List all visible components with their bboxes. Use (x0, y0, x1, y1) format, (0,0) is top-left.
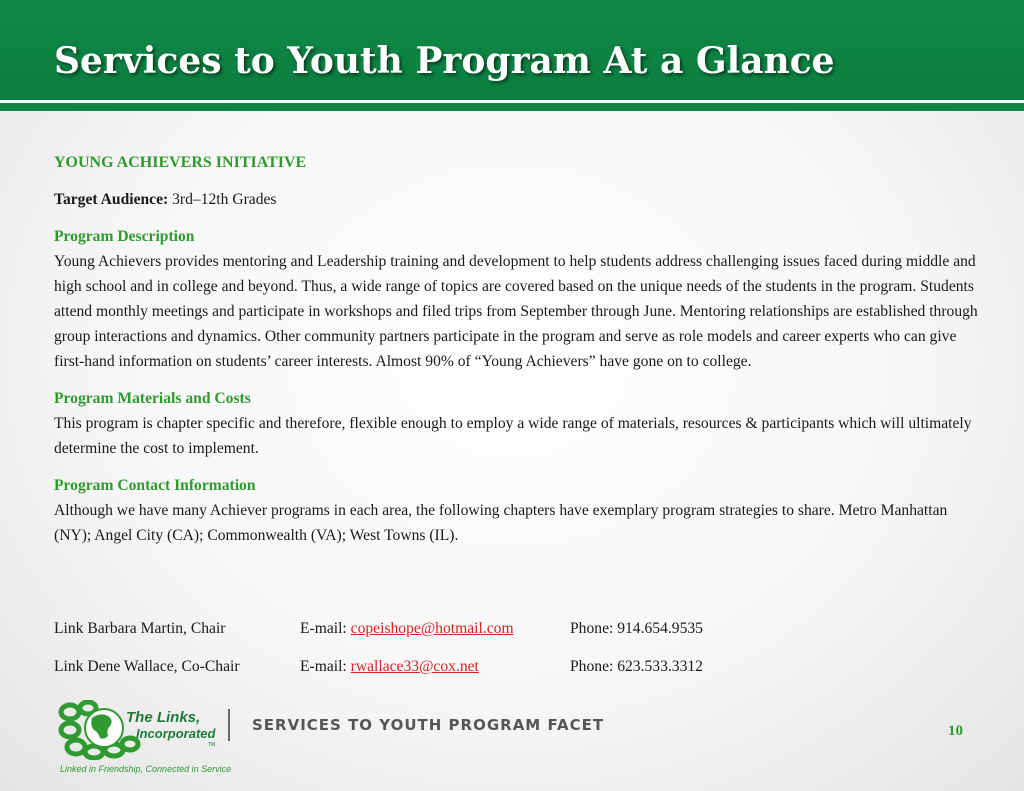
target-audience (54, 187, 979, 212)
logo-tagline: Linked in Friendship, Connected in Service (60, 764, 232, 774)
logo-name: The Links, (126, 709, 201, 726)
contact-phone: Phone: 914.654.9535 (570, 620, 703, 637)
globe-icon (85, 709, 123, 747)
contact-row (54, 654, 954, 679)
target-audience-label: Target Audience: (54, 191, 169, 208)
page-number: 10 (948, 723, 963, 739)
description-heading: Program Description (54, 228, 195, 245)
contact-email (300, 616, 514, 641)
contact-body: Although we have many Achiever programs in each area, the following chapters have exemplary program strategies to share. Metro Manhattan (NY); Angel City (CA); Commonwealth (VA); West Towns (IL). (54, 502, 948, 544)
contact-name: Link Dene Wallace, Co-Chair (54, 658, 240, 675)
contact-heading: Program Contact Information (54, 477, 256, 494)
email-link[interactable]: copeishope@hotmail.com (350, 620, 514, 637)
contact-row (54, 616, 954, 641)
email-label: E-mail: (300, 620, 351, 637)
logo-incorporated: Incorporated (136, 726, 216, 741)
main-content (54, 150, 979, 560)
links-logo (56, 700, 226, 760)
materials-section (54, 386, 979, 461)
logo-tm: TM (208, 742, 216, 748)
footer-divider (228, 709, 230, 741)
initiative-heading: YOUNG ACHIEVERS INITIATIVE (54, 154, 307, 171)
email-link[interactable]: rwallace33@cox.net (350, 658, 479, 675)
email-label: E-mail: (300, 658, 351, 675)
target-audience-value: 3rd–12th Grades (168, 191, 277, 208)
contact-phone: Phone: 623.533.3312 (570, 658, 703, 675)
contacts-list (54, 616, 954, 692)
contact-email (300, 654, 479, 679)
contact-name: Link Barbara Martin, Chair (54, 620, 226, 637)
program-facet: SERVICES TO YOUTH PROGRAM FACET (252, 716, 605, 734)
materials-body: This program is chapter specific and therefore, flexible enough to employ a wide range of materials, resources & participants which will ultimately determine the cost to implement. (54, 415, 972, 457)
description-section (54, 224, 979, 374)
contact-section (54, 473, 979, 548)
page-title: Services to Youth Program At a Glance (54, 40, 835, 82)
description-body: Young Achievers provides mentoring and Leadership training and development to help students address challenging issues faced during middle and high school and in college and beyond. Thus, a wide range of topics are covered based on the unique needs of the students in the program. Students attend monthly meetings and participate in workshops and filed trips from September through June. Mentoring relationships are established through group interactions and dynamics. Other community partners participate in the program and serve as role models and career experts who can give first-hand information on students’ career interests. Almost 90% of “Young Achievers” have gone on to college. (54, 253, 978, 370)
materials-heading: Program Materials and Costs (54, 390, 251, 407)
header-underbar (0, 103, 1024, 111)
